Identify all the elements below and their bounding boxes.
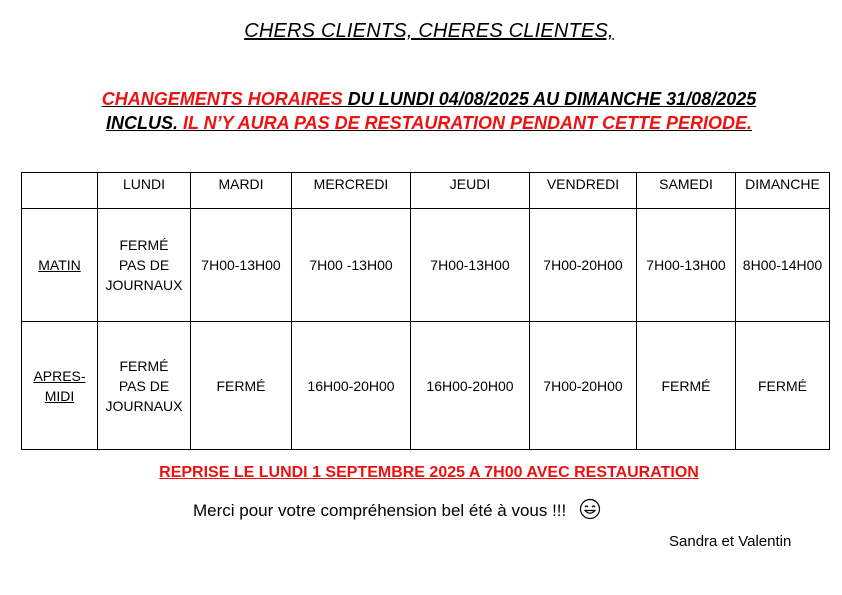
header-cell-lundi: LUNDI	[98, 173, 191, 209]
notice-part-3: INCLUS.	[105, 113, 178, 133]
table-cell: FERMÉ	[736, 322, 830, 450]
header-cell-jeudi: JEUDI	[411, 173, 530, 209]
table-cell: 7H00 -13H00	[292, 209, 411, 322]
header-cell-mercredi: MERCREDI	[292, 173, 411, 209]
table-cell: 7H00-20H00	[530, 322, 637, 450]
reopening-notice: REPRISE LE LUNDI 1 SEPTEMBRE 2025 A 7H00 AVEC RESTAURATION	[159, 464, 699, 481]
header-cell-vendredi: VENDREDI	[530, 173, 637, 209]
row-label-text: MATIN	[38, 257, 81, 273]
notice-part-2: DU LUNDI 04/08/2025 AU DIMANCHE 31/08/2025	[342, 89, 757, 109]
table-row-matin	[22, 209, 830, 322]
table-row-apres-midi	[22, 322, 830, 450]
table-cell: 7H00-13H00	[411, 209, 530, 322]
notice-part-1: CHANGEMENTS HORAIRES	[101, 89, 343, 109]
schedule-table	[21, 172, 830, 450]
thank-you-text: Merci pour votre compréhension bel été à vous !!!	[193, 500, 567, 520]
table-cell: FERMÉ	[637, 322, 736, 450]
table-header-row	[22, 173, 830, 209]
header-cell-samedi: SAMEDI	[637, 173, 736, 209]
notice-part-4: IL N’Y AURA PAS DE RESTAURATION PENDANT CETTE PERIODE.	[177, 113, 753, 133]
signature: Sandra et Valentin	[669, 533, 792, 550]
table-cell: FERMÉ PAS DE JOURNAUX	[98, 322, 191, 450]
table-cell: 7H00-13H00	[191, 209, 292, 322]
thank-you-message	[193, 498, 601, 525]
table-cell: 16H00-20H00	[292, 322, 411, 450]
row-label-text: APRES- MIDI	[33, 367, 86, 404]
greeting-heading: CHERS CLIENTS, CHERES CLIENTES,	[244, 20, 614, 42]
header-cell-mardi: MARDI	[191, 173, 292, 209]
table-cell: 8H00-14H00	[736, 209, 830, 322]
header-cell-dimanche: DIMANCHE	[736, 173, 830, 209]
schedule-change-notice	[0, 87, 842, 135]
table-cell: 7H00-13H00	[637, 209, 736, 322]
table-cell: FERMÉ PAS DE JOURNAUX	[98, 209, 191, 322]
row-label-matin	[22, 209, 98, 322]
table-cell: 7H00-20H00	[530, 209, 637, 322]
smiling-face-icon	[579, 498, 601, 525]
table-cell: 16H00-20H00	[411, 322, 530, 450]
header-cell	[22, 173, 98, 209]
row-label-apres-midi	[22, 322, 98, 450]
table-cell: FERMÉ	[191, 322, 292, 450]
